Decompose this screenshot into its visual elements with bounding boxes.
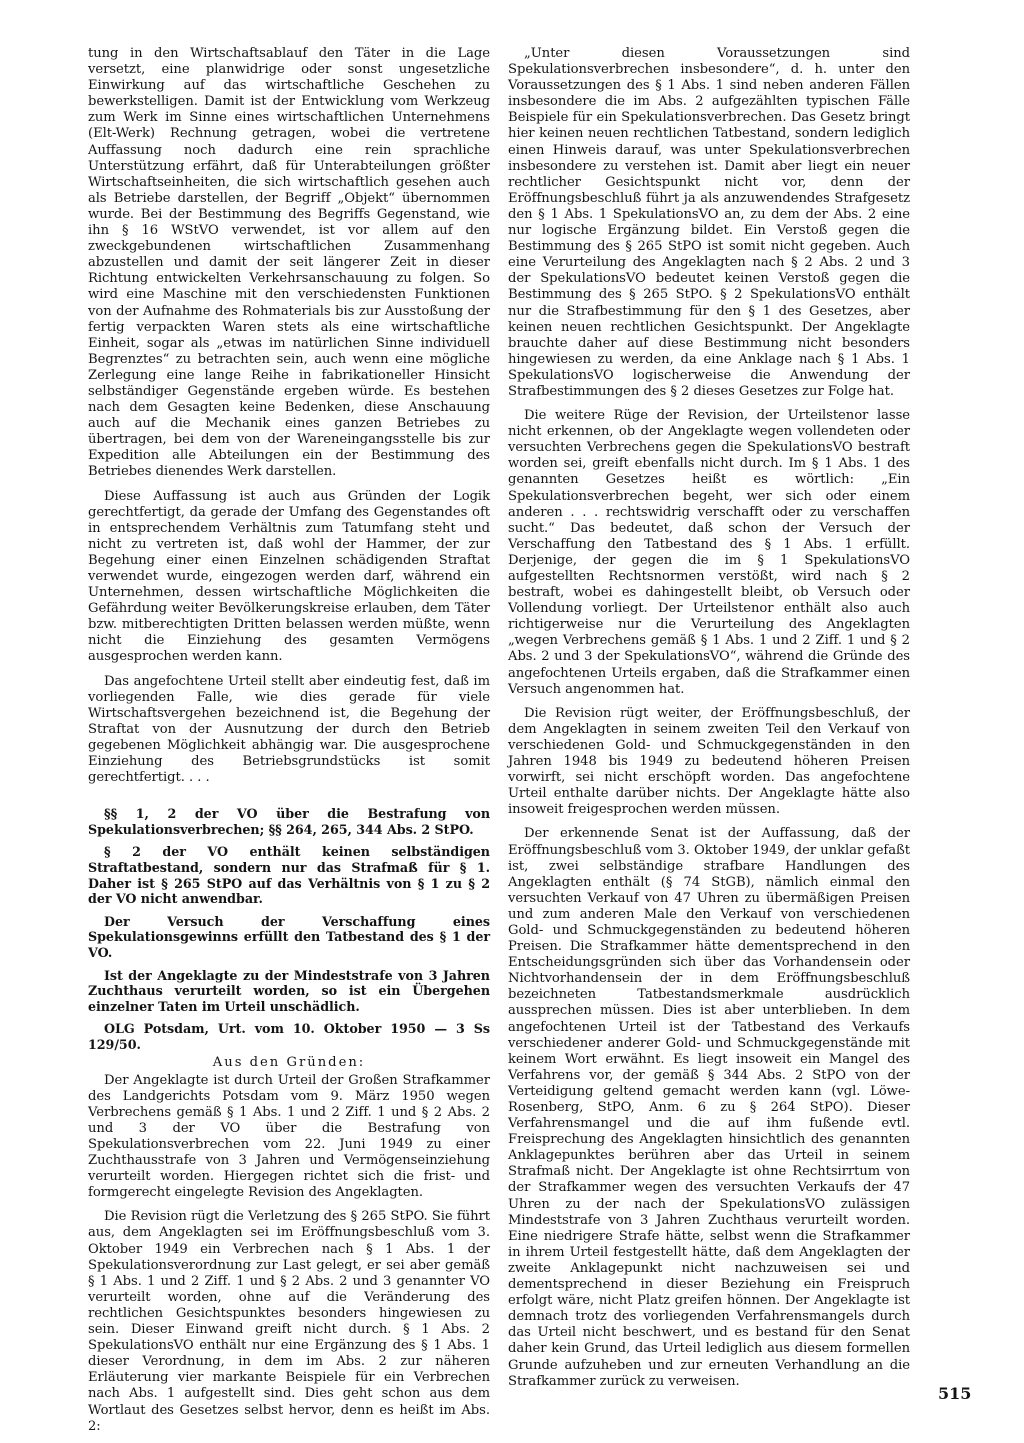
page-number: 515	[938, 1384, 972, 1403]
left-column	[88, 46, 490, 1443]
headnote-principle-3: Ist der Angeklagte zu der Mindeststrafe von 3 Jahren Zuchthaus verurteilt worden, so ist ein Übergehen einzelner Taten im Urteil unschädlich.	[88, 967, 490, 1014]
headnote-principle-2: Der Versuch der Verschaffung eines Spekulationsgewinns erfüllt den Tatbestand des § 1 der VO.	[88, 913, 490, 960]
grounds-heading: Aus den Gründen:	[212, 1054, 366, 1070]
headnote-principle-1: § 2 der VO enthält keinen selbständigen Straftatbestand, sondern nur das Strafmaß für § 1. Daher ist § 265 StPO auf das Verhältnis von § 1 zu § 2 der VO nicht anwendbar.	[88, 844, 490, 907]
paragraph-revision: Die Revision rügt die Verletzung des § 265 StPO. Sie führt aus, dem Angeklagten sei im Eröffnungsbeschluß vom 3. Oktober 1949 ein Verbrechen nach § 1 Abs. 1 der Spekulationsverordnung zur Last gelegt, er sei aber gemäß § 1 Abs. 1 und 2 Ziff. 1 und § 2 Abs. 2 und 3 genannter VO verurteilt worden, ohne auf die Veränderung des rechtlichen Gesichtspunktes besonders hingewiesen zu sein. Dieser Einwand greift nicht durch. § 1 Abs. 2 SpekulationsVO enthält nur eine Ergänzung des § 1 Abs. 1 dieser Verordnung, in dem im Abs. 2 zur näheren Erläuterung vier markante Beispiele für ein Verbrechen nach Abs. 1 aufgestellt sind. Dies geht schon aus dem Wortlaut des Gesetzes selbst hervor, denn es heißt im Abs. 2:	[88, 1209, 490, 1434]
right-column	[508, 46, 910, 1398]
paragraph-facts: Der Angeklagte ist durch Urteil der Großen Strafkammer des Landgerichts Potsdam vom 9. März 1950 wegen Verbrechens gemäß § 1 Abs. 1 und 2 Ziff. 1 und § 2 Abs. 2 und 3 der VO über die Bestrafung von Spekulationsverbrechen vom 22. Juni 1949 zu einer Zuchthausstrafe von 3 Jahren und Vermögenseinziehung verurteilt worden. Hiergegen richtet sich die frist- und formgerecht eingelegte Revision des Angeklagten.	[88, 1072, 490, 1201]
paragraph-quote: „Unter diesen Voraussetzungen sind Spekulationsverbrechen insbesondere“, d. h. unter den Voraussetzungen des § 1 Abs. 1 sind neben anderen Fällen insbesondere die im Abs. 2 aufgezählten typischen Fälle Beispiele für ein Spekulationsverbrechen. Das Gesetz bringt hier keinen neuen rechtlichen Tatbestand, sondern lediglich einen Hinweis darauf, was unter Spekulationsverbrechen insbesondere zu verstehen ist. Damit aber liegt ein neuer rechtlicher Gesichtspunkt nicht vor, denn der Eröffnungsbeschluß führt ja als anzuwendendes Strafgesetz den § 1 Abs. 1 SpekulationsVO an, zu dem der Abs. 2 eine nur logische Ergänzung bildet. Ein Verstoß gegen die Bestimmung des § 265 StPO ist somit nicht gegeben. Auch eine Verurteilung des Angeklagten nach § 2 Abs. 2 und 3 der SpekulationsVO bedeutet keinen Verstoß gegen die Bestimmung des § 265 StPO. § 2 SpekulationsVO enthält nur die Strafbestimmung für den § 1 des Gesetzes, aber keinen neuen rechtlichen Gesichtspunkt. Der Angeklagte brauchte daher auf diese Bestimmung nicht besonders hingewiesen zu werden, da eine Anklage nach § 1 Abs. 1 SpekulationsVO logischerweise die Anwendung der Strafbestimmungen des § 2 dieses Gesetzes zur Folge hat.	[508, 46, 910, 399]
paragraph-logic: Diese Auffassung ist auch aus Gründen der Logik gerechtfertigt, da gerade der Umfang des Gegenstandes oft in entsprechendem Verhältnis zum Tatumfang steht und nicht zu vertreten ist, daß wohl der Hammer, der zur Begehung einer einen Einzelnen schädigenden Straftat verwendet wurde, eingezogen werden darf, während ein Unternehmen, dessen wirtschaftliche Möglichkeiten die Gefährdung weiter Bevölkerungskreise erlauben, dem Täter bzw. mitberechtigten Dritten belassen werden müßte, wenn nicht die Einziehung des gesamten Vermögens ausgesprochen werden kann.	[88, 488, 490, 665]
paragraph-further-objection: Die weitere Rüge der Revision, der Urteilstenor lasse nicht erkennen, ob der Angeklagte wegen vollendeten oder versuchten Verbrechens gegen die SpekulationsVO bestraft worden sei, greift ebenfalls nicht durch. Im § 1 Abs. 1 des genannten Gesetzes heißt es wörtlich: „Ein Spekulationsverbrechen begeht, wer sich oder einem anderen . . . rechtswidrig verschafft oder zu verschaffen sucht.“ Das bedeutet, daß schon der Versuch der Verschaffung den Tatbestand des § 1 Abs. 1 erfüllt. Derjenige, der gegen die im § 1 SpekulationsVO aufgestellten Rechtsnormen verstößt, wird nach § 2 bestraft, wobei es dahingestellt bleibt, ob Versuch oder Vollendung vorliegt. Der Urteilstenor enthält also auch richtigerweise nur die Verurteilung des Angeklagten „wegen Verbrechens gemäß § 1 Abs. 1 und 2 Ziff. 1 und § 2 Abs. 2 und 3 der SpekulationsVO“, während die Gründe des angefochtenen Urteils ergaben, daß die Strafkammer einen Versuch angenommen hat.	[508, 408, 910, 697]
paragraph-senate-opinion: Der erkennende Senat ist der Auffassung, daß der Eröffnungsbeschluß vom 3. Oktober 1949, der unklar gefaßt ist, zwei selbständige strafbare Handlungen des Angeklagten enthält (§ 74 StGB), nämlich einmal den versuchten Verkauf von 47 Uhren zu übermäßigen Preisen und zum anderen Male den Verkauf von verschiedenen Gold- und Schmuckgegenständen zu bedeutend höheren Preisen. Die Strafkammer hätte dementsprechend in den Entscheidungsgründen sich über das Vorhandensein oder Nichtvorhandensein der in dem Eröffnungsbeschluß bezeichneten Tatbestandsmerkmale ausdrücklich aussprechen müssen. Dies ist aber unterblieben. In dem angefochtenen Urteil ist der Tatbestand des Verkaufs verschiedener anderer Gold- und Schmuckgegenstände mit keinem Wort erwähnt. Es liegt insoweit ein Mangel des Verfahrens vor, der gemäß § 344 Abs. 2 StPO von der Verteidigung geltend gemacht werden kann (vgl. Löwe-Rosenberg, StPO, Anm. 6 zu § 264 StPO). Dieser Verfahrensmangel und die auf ihm fußende evtl. Freisprechung des Angeklagten hinsichtlich des genannten Anklagepunktes berühren aber das Urteil in seinem Strafmaß nicht. Der Angeklagte ist ohne Rechtsirrtum von der Strafkammer wegen des versuchten Verkaufs der 47 Uhren zu der nach der SpekulationsVO zulässigen Mindeststrafe von 3 Jahren Zuchthaus verurteilt worden. Eine niedrigere Strafe hätte, selbst wenn die Strafkammer in ihrem Urteil festgestellt hätte, daß dem Angeklagten der zweite Anklagepunkt nicht nachzuweisen sei und dementsprechend in dieser Beziehung ein Freispruch erfolgt wäre, nicht Platz greifen hönnen. Der Angeklagte ist demnach trotz des vorliegenden Verfahrensmangels durch das Urteil nicht beschwert, und es bestand für den Senat daher kein Grund, das Urteil lediglich aus diesem formellen Grunde aufzuheben und zur erneuten Verhandlung an die Strafkammer zurück zu verweisen.	[508, 826, 910, 1389]
court-citation: OLG Potsdam, Urt. vom 10. Oktober 1950 — 3 Ss 129/50.	[88, 1021, 490, 1052]
paragraph-revision-further: Die Revision rügt weiter, der Eröffnungsbeschluß, der dem Angeklagten in seinem zweiten Teil den Verkauf von verschiedenen Gold- und Schmuckgegenständen in den Jahren 1948 bis 1949 zu bedeutend höheren Preisen vorwirft, sei nicht erschöpft worden. Das angefochtene Urteil enthalte darüber nichts. Der Angeklagte hätte also insoweit freigesprochen werden müssen.	[508, 705, 910, 818]
headnote-statutes: §§ 1, 2 der VO über die Bestrafung von Spekulationsverbrechen; §§ 264, 265, 344 Abs. 2 StPO.	[88, 806, 490, 837]
paragraph-continuation: tung in den Wirtschaftsablauf den Täter in die Lage versetzt, eine planwidrige oder sonst ungesetzliche Einwirkung auf das wirtschaftliche Geschehen zu bewerkstelligen. Damit ist der Entwicklung vom Werkzeug zum Werk im Sinne eines wirtschaftlichen Unternehmens (Elt-Werk) Rechnung getragen, wobei die vertretene Auffassung noch dadurch eine rein sprachliche Unterstützung erfährt, daß für Unterabteilungen größter Wirtschaftseinheiten, die sich wirtschaftlich gesehen auch als Betriebe darstellen, der Begriff „Objekt“ übernommen wurde. Bei der Bestimmung des Begriffs Gegenstand, wie ihn § 16 WStVO verwendet, ist vor allem auf den zweckgebundenen wirtschaftlichen Zusammenhang abzustellen und damit der seit längerer Zeit in dieser Richtung entwickelten Verkehrsanschauung zu folgen. So wird eine Maschine mit den verschiedensten Funktionen von der Aufnahme des Rohmaterials bis zur Ausstoßung der fertig verpackten Waren stets als eine wirtschaftliche Einheit, sogar als „etwas im natürlichen Sinne individuell Begrenztes“ zu betrachten sein, auch wenn eine mögliche Zerlegung eine lange Reihe in fabrikationeller Hinsicht selbständiger Gegenstände ergeben würde. Es bestehen nach dem Gesagten keine Bedenken, diese Anschauung auch auf die Mechanik eines ganzen Betriebes zu übertragen, bei dem von der Wareneingangsstelle bis zur Expedition alle Abteilungen ein der Bestimmung des Betriebes dienendes Werk darstellen.	[88, 46, 490, 480]
paragraph-judgment: Das angefochtene Urteil stellt aber eindeutig fest, daß im vorliegenden Falle, wie dies gerade für viele Wirtschaftsvergehen bezeichnend ist, die Begehung der Straftat von der Ausnutzung der durch den Betrieb gegebenen Möglichkeit abhängig war. Die ausgesprochene Einziehung des Betriebsgrundstücks ist somit gerechtfertigt. . . .	[88, 673, 490, 786]
